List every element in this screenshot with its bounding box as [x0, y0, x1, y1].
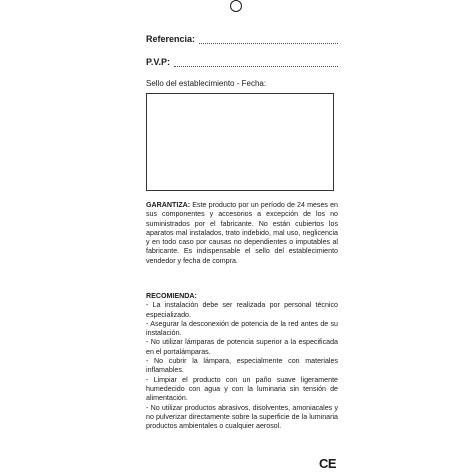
- ce-mark-icon: CE: [319, 456, 337, 471]
- recomienda-item: - No utilizar productos abrasivos, disolventes, amoniacales y no pulverizar directamente sobre la superficie de la luminaria productos ambientales o cualquier aerosol.: [146, 403, 338, 431]
- referencia-dotted-line: [199, 35, 338, 44]
- garantia-text: Este producto por un período de 24 meses en sus componentes y accesorios a excepción de los no suministrados por el fabricante. No están cubiertos los aparatos mal instalados, trato indebido, mal uso, neglicencia y en todo caso por causas no dependientes o imputables al fabricante. Es indispensable el sello del establecimiento vendedor y fecha de compra.: [146, 201, 338, 265]
- garantia-title: GARANTIZA:: [146, 201, 191, 209]
- recomienda-item: - No cubrir la lámpara, especialmente con materiales inflamables.: [146, 357, 338, 375]
- stamp-box: [146, 93, 334, 191]
- recomienda-item: - Limpiar el producto con un paño suave ligeramente humedecido con agua y con la luminaria sin tensión de alimentación.: [146, 375, 338, 403]
- referencia-field: [146, 34, 338, 44]
- recomienda-item: - No utilizar lámparas de potencia superior a la especificada en el portalámparas.: [146, 338, 338, 356]
- hang-hole: [230, 0, 242, 12]
- recomienda-item: - Asegurar la desconexión de potencia de la red antes de su instalación.: [146, 319, 338, 338]
- recomienda-item: - La instalación debe ser realizada por personal técnico especializado.: [146, 301, 338, 319]
- garantia-paragraph: [146, 201, 338, 266]
- recomienda-section: [146, 292, 338, 431]
- recomienda-title: RECOMIENDA:: [146, 292, 197, 300]
- referencia-label: Referencia:: [146, 34, 196, 44]
- pvp-dotted-line: [174, 58, 338, 67]
- pvp-label: P.V.P:: [146, 57, 171, 67]
- pvp-field: [146, 57, 338, 67]
- sello-label: Sello del establecimiento - Fecha:: [146, 79, 267, 88]
